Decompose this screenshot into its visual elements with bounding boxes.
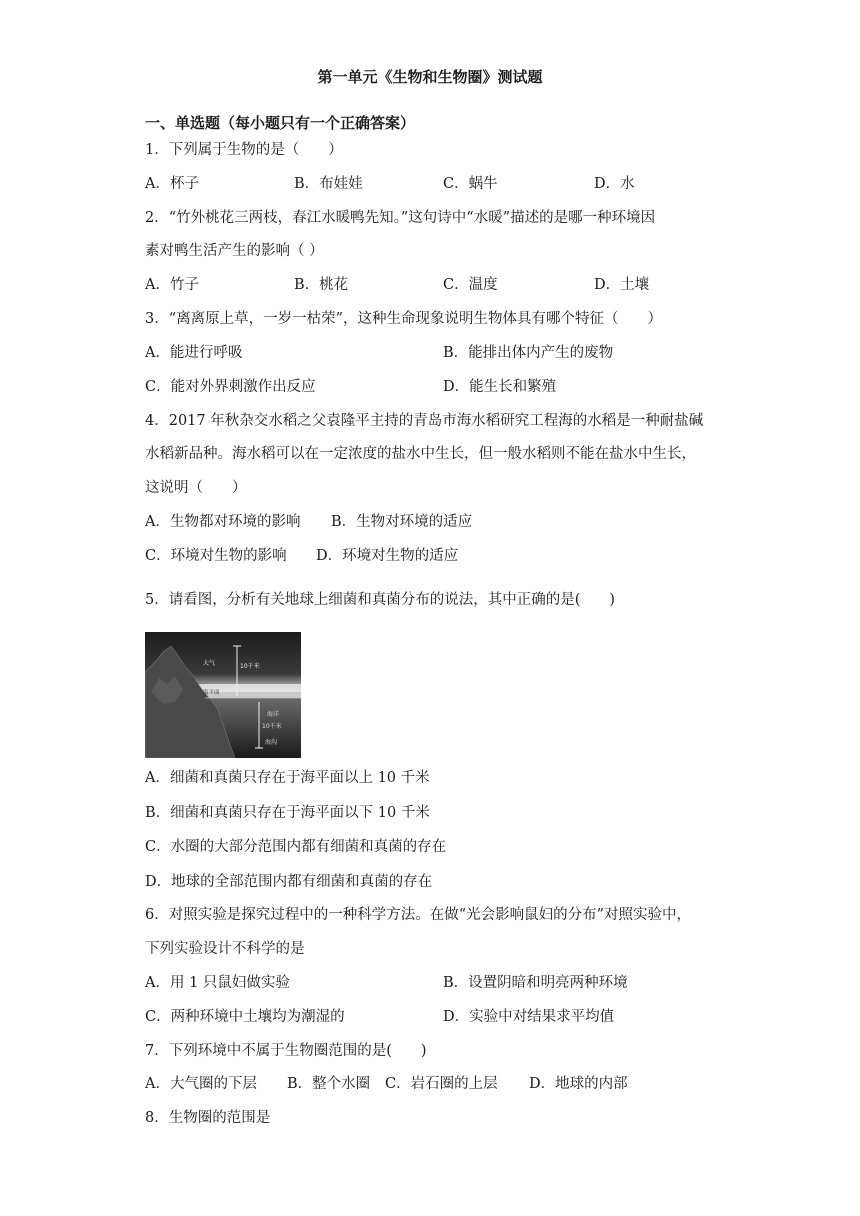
label-ocean: 海洋 bbox=[267, 711, 280, 718]
question-8-stem: 8．生物圈的范围是 bbox=[145, 1110, 271, 1126]
label-atmosphere: 大气 bbox=[203, 660, 216, 667]
question-1-option-d: D．水 bbox=[594, 176, 635, 192]
question-7-option-d: D．地球的内部 bbox=[529, 1076, 628, 1092]
question-1-option-c: C．蜗牛 bbox=[443, 176, 498, 192]
question-7-stem: 7．下列环境中不属于生物圈范围的是( ) bbox=[145, 1043, 427, 1059]
question-2-option-a: A．竹子 bbox=[145, 277, 199, 293]
question-7-option-c: C．岩石圈的上层 bbox=[385, 1076, 498, 1092]
question-4-option-b: B．生物对环境的适应 bbox=[331, 514, 473, 530]
question-6-option-d: D．实验中对结果求平均值 bbox=[443, 1009, 615, 1025]
question-1-option-a: A．杯子 bbox=[145, 176, 199, 192]
question-1-stem: 1．下列属于生物的是（ ） bbox=[145, 142, 343, 158]
question-3-option-a: A．能进行呼吸 bbox=[145, 345, 243, 361]
question-2-option-d: D．土壤 bbox=[594, 277, 650, 293]
question-2-stem-line-2: 素对鸭生活产生的影响（ ） bbox=[145, 243, 324, 259]
label-sea-level: 海平面 bbox=[203, 690, 220, 696]
question-3-option-c: C．能对外界刺激作出反应 bbox=[145, 379, 316, 395]
question-1-option-b: B．布娃娃 bbox=[294, 176, 363, 192]
question-6-option-b: B．设置阴暗和明亮两种环境 bbox=[443, 975, 628, 991]
question-4-option-d: D．环境对生物的适应 bbox=[316, 548, 459, 564]
label-up-distance: 10千米 bbox=[240, 663, 260, 670]
bacteria-distribution-figure bbox=[145, 632, 301, 758]
question-7-option-a: A．大气圈的下层 bbox=[145, 1076, 257, 1092]
question-4-option-c: C．环境对生物的影响 bbox=[145, 548, 287, 564]
question-2-stem-line-1: 2．“竹外桃花三两枝，春江水暖鸭先知。”这句诗中“水暖”描述的是哪一种环境因 bbox=[145, 210, 656, 226]
question-2-option-c: C．温度 bbox=[443, 277, 498, 293]
question-5-stem: 5．请看图，分析有关地球上细菌和真菌分布的说法，其中正确的是( ) bbox=[145, 592, 616, 608]
question-4-stem-line-1: 4．2017 年秋杂交水稻之父袁隆平主持的青岛市海水稻研究工程海的水稻是一种耐盐碱 bbox=[145, 413, 704, 429]
question-7-option-b: B．整个水圈 bbox=[287, 1076, 371, 1092]
question-6-stem-line-1: 6．对照实验是探究过程中的一种科学方法。在做“光会影响鼠妇的分布”对照实验中， bbox=[145, 907, 692, 923]
question-5-option-d: D．地球的全部范围内都有细菌和真菌的存在 bbox=[145, 874, 433, 890]
question-5-option-a: A．细菌和真菌只存在于海平面以上 10 千米 bbox=[145, 770, 430, 786]
section-heading: 一、单选题（每小题只有一个正确答案） bbox=[145, 114, 416, 132]
question-3-option-b: B．能排出体内产生的废物 bbox=[443, 345, 614, 361]
question-4-option-a: A．生物都对环境的影响 bbox=[145, 514, 301, 530]
question-6-stem-line-2: 下列实验设计不科学的是 bbox=[145, 941, 305, 957]
question-3-option-d: D．能生长和繁殖 bbox=[443, 379, 557, 395]
question-6-option-a: A．用 1 只鼠妇做实验 bbox=[145, 975, 290, 991]
label-trench: 海沟 bbox=[265, 739, 278, 746]
question-5-option-b: B．细菌和真菌只存在于海平面以下 10 千米 bbox=[145, 805, 430, 821]
label-down-distance: 10千米 bbox=[262, 723, 282, 730]
page-title: 第一单元《生物和生物圈》测试题 bbox=[317, 68, 543, 86]
question-6-option-c: C．两种环境中土壤均为潮湿的 bbox=[145, 1009, 345, 1025]
question-4-stem-line-2: 水稻新品种。海水稻可以在一定浓度的盐水中生长，但一般水稻则不能在盐水中生长， bbox=[145, 446, 696, 462]
question-5-option-c: C．水圈的大部分范围内都有细菌和真菌的存在 bbox=[145, 839, 447, 855]
question-3-stem: 3．“离离原上草，一岁一枯荣”，这种生命现象说明生物体具有哪个特征（ ） bbox=[145, 311, 663, 327]
question-2-option-b: B．桃花 bbox=[294, 277, 349, 293]
question-4-stem-line-3: 这说明（ ） bbox=[145, 480, 247, 496]
